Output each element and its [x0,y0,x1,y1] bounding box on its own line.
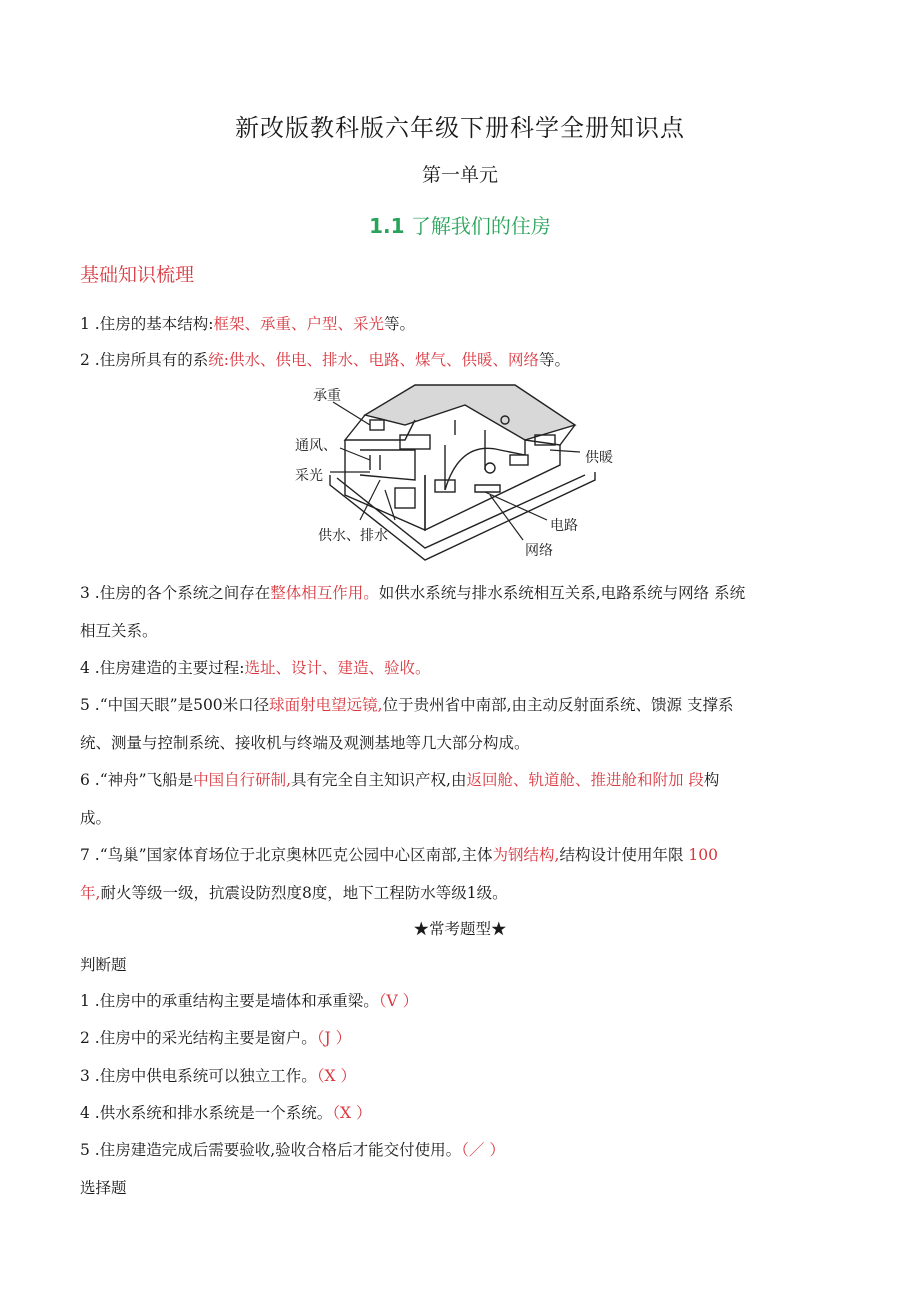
house-systems-diagram [285,380,645,570]
point-prefix: .住房建造的主要过程: [89,659,245,677]
question-number: 5 [80,1141,90,1159]
multiple-choice-heading: 选择题 [80,1179,127,1197]
point-highlight: 选址、设计、建造、验收。 [244,659,431,677]
point-highlight: 整体相互作用。 [270,584,379,602]
knowledge-point-2 [80,348,570,370]
knowledge-point-7-continued [80,881,508,903]
lesson-number: 1.1 [369,214,405,238]
network-label: 网络 [525,543,553,559]
question-text: .住房建造完成后需要验收,验收合格后才能交付使用。 [89,1141,462,1159]
common-questions-heading: ★常考题型★ [413,920,507,938]
point-prefix: .住房的基本结构: [89,315,214,333]
point-number: 5 [80,696,90,714]
point-suffix: 位于贵州省中南部,由主动反射面系统、馈源 支撑系 [382,696,734,714]
question-text: .住房中供电系统可以独立工作。 [89,1067,317,1085]
true-false-heading: 判断题 [80,956,127,974]
question-number: 2 [80,1029,90,1047]
point-number: 6 [80,771,90,789]
knowledge-point-5 [80,693,733,715]
heating-label: 供暖 [585,450,613,466]
point-prefix: .“鸟巢”国家体育场位于北京奥林匹克公园中心区南部,主体 [89,846,493,864]
knowledge-point-7 [80,843,718,865]
question-3 [80,1064,356,1086]
question-2 [80,1026,351,1048]
point-highlight: 统:供水、供电、排水、电路、煤气、供暖、网络 [208,351,539,369]
point-number: 3 [80,584,90,602]
point-prefix: .“中国天眼”是500米口径 [89,696,270,714]
question-1 [80,989,418,1011]
question-number: 3 [80,1067,90,1085]
page-title: 新改版教科版六年级下册科学全册知识点 [235,114,685,142]
water-label: 供水、排水 [318,528,388,544]
point-suffix: 具有完全自主知识产权,由 [291,771,467,789]
point-suffix-2: 构 [703,771,720,789]
question-text: .住房中的采光结构主要是窗户。 [89,1029,317,1047]
point-number: 2 [80,351,90,369]
question-answer: （V ） [378,992,419,1010]
point-highlight-2: 返回舱、轨道舱、推进舱和附加 段 [466,771,704,789]
knowledge-point-6 [80,768,719,790]
point-suffix: 等。 [383,315,415,333]
lighting-label: 采光 [295,468,323,484]
unit-heading: 第一单元 [421,164,498,186]
point-prefix: .住房的各个系统之间存在 [89,584,271,602]
point-continued-text: 耐火等级一级，抗震设防烈度8度，地下工程防水等级1级。 [100,884,508,902]
knowledge-point-1 [80,312,415,334]
point-highlight: 中国自行研制, [193,771,292,789]
question-answer: （X ） [316,1067,356,1085]
electrical-label: 电路 [550,518,578,534]
point-number: 1 [80,315,90,333]
knowledge-point-3 [80,581,745,603]
ventilation-label: 通风、 [295,438,337,454]
point-highlight: 球面射电望远镜, [269,696,383,714]
question-answer: （J ） [316,1029,352,1047]
question-number: 4 [80,1104,90,1122]
lesson-name: 了解我们的住房 [410,214,551,238]
load-bearing-label: 承重 [313,388,341,404]
knowledge-point-5-continued: 统、测量与控制系统、接收机与终端及观测基地等几大部分构成。 [80,734,530,752]
point-highlight: 框架、承重、户型、采光 [213,315,384,333]
point-prefix: .住房所具有的系 [89,351,209,369]
section-heading: 基础知识梳理 [80,264,195,286]
question-answer: （／ ） [461,1141,505,1159]
question-4 [80,1101,371,1123]
point-prefix: .“神舟”飞船是 [89,771,194,789]
point-number: 4 [80,659,90,677]
point-suffix: 等。 [538,351,570,369]
point-suffix: 如供水系统与排水系统相互关系,电路系统与网络 系统 [378,584,746,602]
knowledge-point-4 [80,656,430,678]
point-highlight-2: 100 [688,846,718,864]
point-highlight-3: 年, [80,884,101,902]
point-suffix: 结构设计使用年限 [559,846,689,864]
question-text: .供水系统和排水系统是一个系统。 [89,1104,333,1122]
question-5 [80,1138,505,1160]
question-number: 1 [80,992,90,1010]
knowledge-point-6-continued: 成。 [80,809,112,827]
question-answer: （X ） [332,1104,372,1122]
point-highlight: 为钢结构, [492,846,560,864]
lesson-heading [0,210,920,239]
knowledge-point-3-continued: 相互关系。 [80,622,158,640]
question-text: .住房中的承重结构主要是墙体和承重梁。 [89,992,379,1010]
point-number: 7 [80,846,90,864]
